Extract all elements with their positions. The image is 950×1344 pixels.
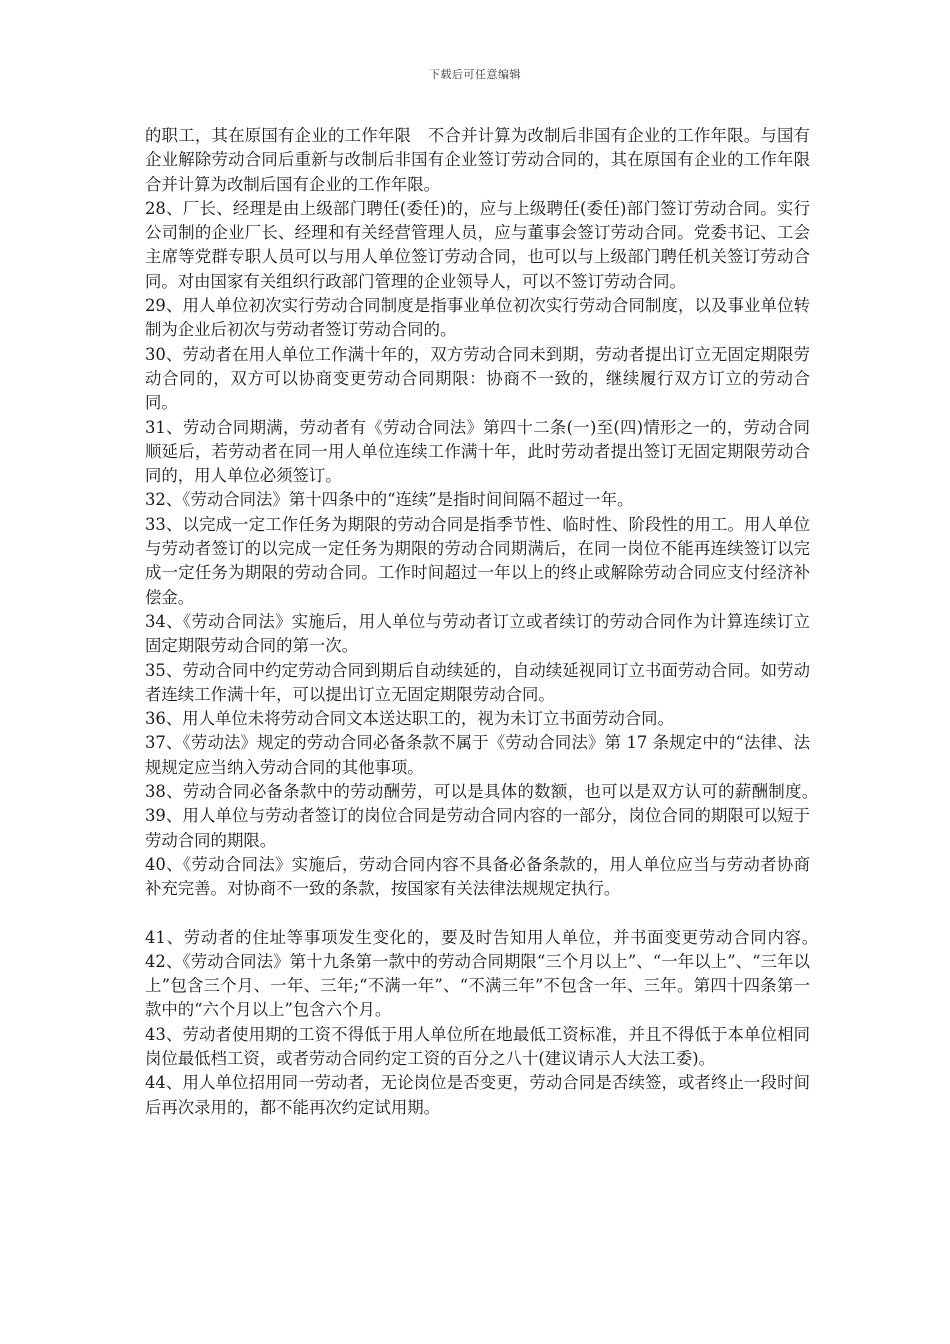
paragraph-29: 29、用人单位初次实行劳动合同制度是指事业单位初次实行劳动合同制度，以及事业单位转制为企业后初次与劳动者签订劳动合同的。 xyxy=(145,296,810,340)
paragraph-43: 43、劳动者使用期的工资不得低于用人单位所在地最低工资标准，并且不得低于本单位相同岗位最低档工资，或者劳动合同约定工资的百分之八十(建议请示人大法工委)。 xyxy=(145,1024,810,1068)
paragraph-41-42: 41、劳动者的住址等事项发生变化的，要及时告知用人单位，并书面变更劳动合同内容。 42、《劳动合同法》第十九条第一款中的劳动合同期限“三个月以上”、“一年以上”、“三年以上”包含三个月、一年、三年;“不满一年”、“不满三年”不包含一年、三年。第四十四条第一款中的“六个月以上”包含六个月。 xyxy=(145,927,827,1020)
paragraph-28: 28、厂长、经理是由上级部门聘任(委任)的，应与上级聘任(委任)部门签订劳动合同。实行公司制的企业厂长、经理和有关经营管理人员，应与董事会签订劳动合同。党委书记、工会主席等党群专职人员可以与用人单位签订劳动合同，也可以与上级部门聘任机关签订劳动合同。对由国家有关组织行政部门管理的企业领导人，可以不签订劳动合同。 xyxy=(145,198,810,291)
paragraph-33: 33、以完成一定工作任务为期限的劳动合同是指季节性、临时性、阶段性的用工。用人单位与劳动者签订的以完成一定任务为期限的劳动合同期满后，在同一岗位不能再连续签订以完成一定任务为期限的劳动合同。工作时间超过一年以上的终止或解除劳动合同应支付经济补偿金。 xyxy=(145,514,810,607)
paragraph-27-continued: 的职工，其在原国有企业的工作年限 不合并计算为改制后非国有企业的工作年限。与国有企业解除劳动合同后重新与改制后非国有企业签订劳动合同的，其在原国有企业的工作年限合并计算为改制后国有企业的工作年限。 xyxy=(145,126,810,194)
paragraph-35: 35、劳动合同中约定劳动合同到期后自动续延的，自动续延视同订立书面劳动合同。如劳动者连续工作满十年，可以提出订立无固定期限劳动合同。 xyxy=(145,660,810,704)
paragraph-36: 36、用人单位未将劳动合同文本送达职工的，视为未订立书面劳动合同。 xyxy=(145,709,674,729)
paragraph-37: 37、《劳动法》规定的劳动合同必备条款不属于《劳动合同法》第 17 条规定中的“法律、法规规定应当纳入劳动合同的其他事项。 xyxy=(145,733,810,777)
page-header: 下载后可任意编辑 xyxy=(429,68,521,81)
document-body xyxy=(145,124,832,1120)
paragraph-30: 30、劳动者在用人单位工作满十年的，双方劳动合同未到期，劳动者提出订立无固定期限劳动合同的，双方可以协商变更劳动合同期限：协商不一致的，继续履行双方订立的劳动合同。 xyxy=(145,344,810,413)
paragraph-34: 34、《劳动合同法》实施后，用人单位与劳动者订立或者续订的劳动合同作为计算连续订立固定期限劳动合同的第一次。 xyxy=(145,611,810,656)
paragraph-32: 32、《劳动合同法》第十四条中的“连续”是指时间间隔不超过一年。 xyxy=(145,490,634,510)
paragraph-40: 40、《劳动合同法》实施后，劳动合同内容不具备必备条款的，用人单位应当与劳动者协商补充完善。对协商不一致的条款，按国家有关法律法规规定执行。 xyxy=(145,854,810,899)
paragraph-38-39: 38、劳动合同必备条款中的劳动酬劳，可以是具体的数额，也可以是双方认可的薪酬制度。 39、用人单位与劳动者签订的岗位合同是劳动合同内容的一部分，岗位合同的期限可以短于劳动合同的期限。 xyxy=(145,782,832,850)
paragraph-31: 31、劳动合同期满，劳动者有《劳动合同法》第四十二条(一)至(四)情形之一的，劳动合同顺延后，若劳动者在同一用人单位连续工作满十年，此时劳动者提出签订无固定期限劳动合同的，用人单位必须签订。 xyxy=(145,417,810,486)
blank-line xyxy=(145,902,810,926)
paragraph-44: 44、用人单位招用同一劳动者，无论岗位是否变更，劳动合同是否续签，或者终止一段时间后再次录用的，都不能再次约定试用期。 xyxy=(145,1073,810,1117)
